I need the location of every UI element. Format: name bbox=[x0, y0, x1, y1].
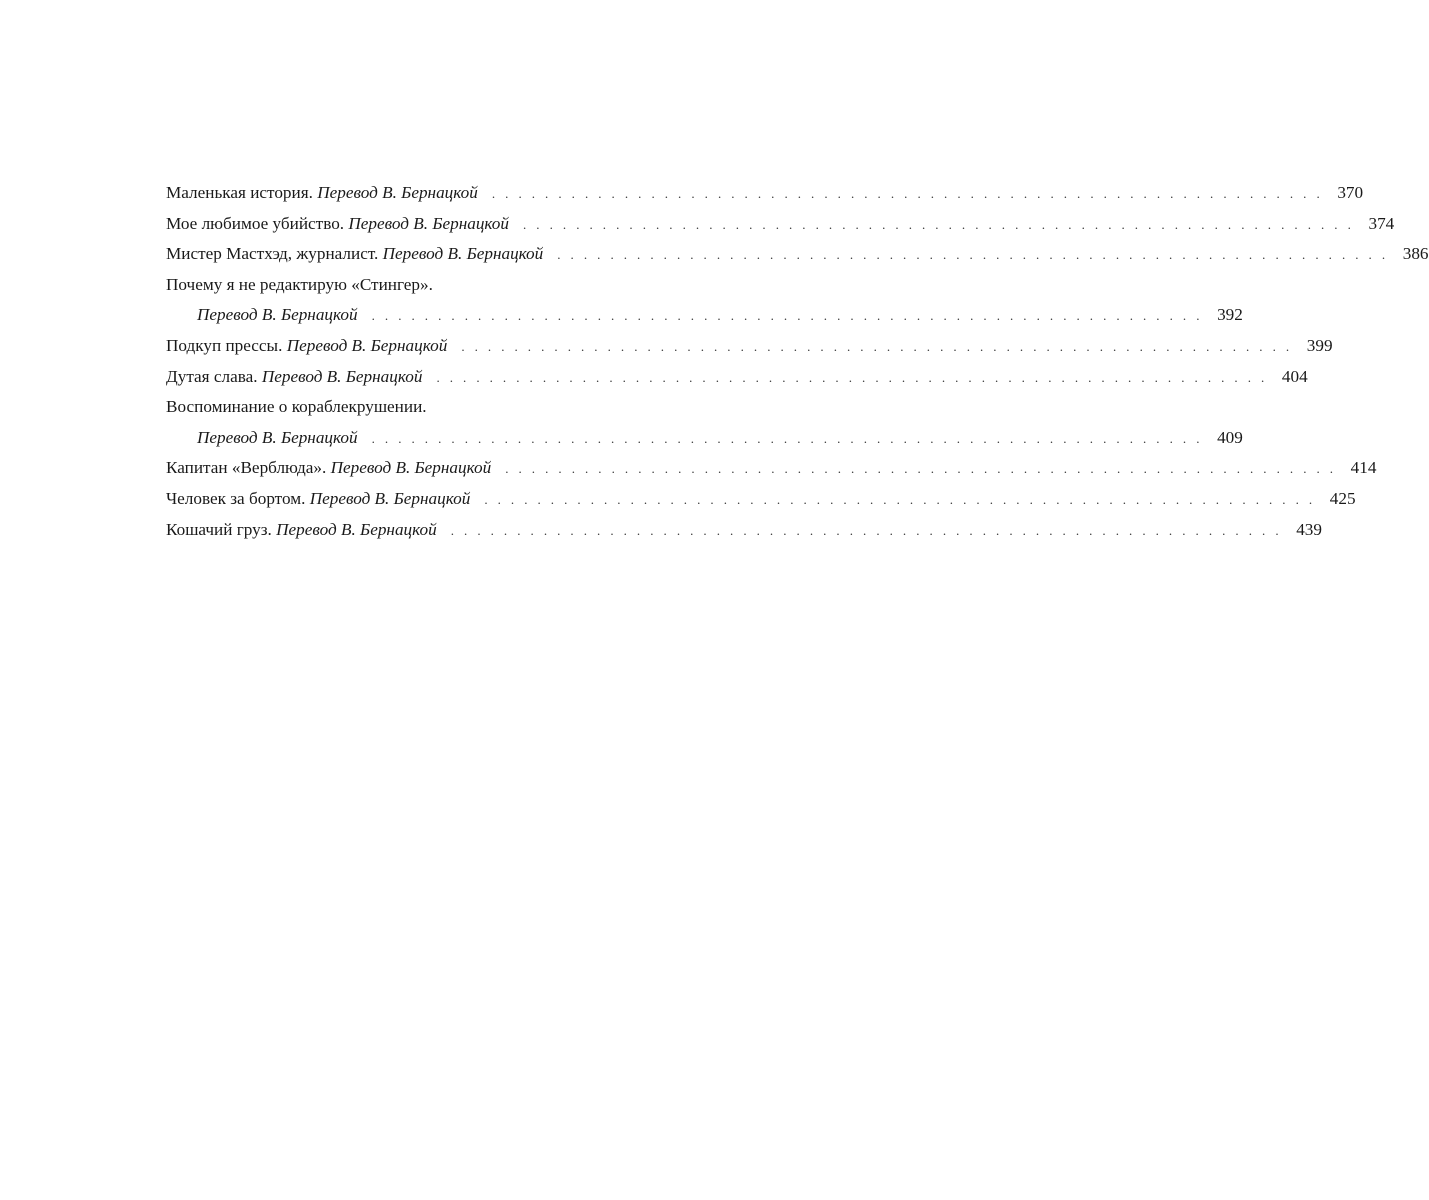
dot-leader: . . . . . . . . . . . . . . . . . . . . . . . . . . . . . . . . . . . . . . . . . . . . . . . . . . . . . . . . . . . . . . . bbox=[436, 369, 1268, 385]
toc-entry-continuation bbox=[166, 300, 1243, 331]
dot-leader: . . . . . . . . . . . . . . . . . . . . . . . . . . . . . . . . . . . . . . . . . . . . . . . . . . . . . . . . . . . . . . . bbox=[371, 308, 1203, 324]
toc-entry-title: Кошачий груз. bbox=[166, 519, 272, 539]
toc-entry-title-line bbox=[166, 270, 692, 301]
dot-leader: . . . . . . . . . . . . . . . . . . . . . . . . . . . . . . . . . . . . . . . . . . . . . . . . . . . . . . . . . . . . . . . bbox=[450, 522, 1282, 538]
toc-entry-title: Капитан «Верблюда». bbox=[166, 458, 327, 478]
toc-entry-title: Человек за бортом. bbox=[166, 488, 306, 508]
dot-leader: . . . . . . . . . . . . . . . . . . . . . . . . . . . . . . . . . . . . . . . . . . . . . . . . . . . . . . . . . . . . . . . bbox=[523, 216, 1355, 232]
toc-entry-translator: Перевод В. Бернацкой bbox=[261, 366, 423, 386]
toc-entry bbox=[166, 515, 1322, 546]
toc-entry-translator: Перевод В. Бернацкой bbox=[382, 244, 544, 264]
toc-entry bbox=[166, 484, 1356, 515]
toc-entry bbox=[166, 239, 1429, 270]
toc-entry-translator: Перевод В. Бернацкой bbox=[317, 183, 478, 202]
toc-entry-title: Дутая слава. bbox=[166, 366, 258, 386]
toc-entry-title: Воспоминание о кораблекрушении. bbox=[166, 397, 427, 417]
toc-entry-page: 386 bbox=[1402, 244, 1429, 264]
toc-entry-page: 374 bbox=[1368, 213, 1395, 233]
toc-entry-page: 409 bbox=[1217, 427, 1243, 447]
toc-entry-translator: Перевод В. Бернацкой bbox=[309, 488, 471, 508]
dot-leader: . . . . . . . . . . . . . . . . . . . . . . . . . . . . . . . . . . . . . . . . . . . . . . . . . . . . . . . . . . . . . . . bbox=[557, 247, 1389, 263]
toc-entry-title-line bbox=[166, 392, 692, 423]
toc-entry-page: 439 bbox=[1296, 519, 1322, 539]
toc-entry-translator: Перевод В. Бернацкой bbox=[197, 305, 358, 325]
toc-entry bbox=[166, 209, 1395, 240]
toc-entry-translator: Перевод В. Бернацкой bbox=[276, 519, 437, 539]
dot-leader: . . . . . . . . . . . . . . . . . . . . . . . . . . . . . . . . . . . . . . . . . . . . . . . . . . . . . . . . . . . . . . . bbox=[491, 186, 1324, 201]
toc-entry-page: 414 bbox=[1350, 458, 1377, 478]
toc-entry bbox=[166, 178, 1364, 209]
toc-entry-translator: Перевод В. Бернацкой bbox=[197, 427, 358, 447]
toc-entry bbox=[166, 453, 1377, 484]
toc-entry-page: 392 bbox=[1217, 305, 1243, 325]
dot-leader: . . . . . . . . . . . . . . . . . . . . . . . . . . . . . . . . . . . . . . . . . . . . . . . . . . . . . . . . . . . . . . . bbox=[461, 338, 1293, 354]
toc-entry bbox=[166, 362, 1308, 393]
dot-leader: . . . . . . . . . . . . . . . . . . . . . . . . . . . . . . . . . . . . . . . . . . . . . . . . . . . . . . . . . . . . . . . bbox=[371, 430, 1203, 446]
toc-entry-title: Мое любимое убийство. bbox=[166, 213, 345, 233]
toc-entry bbox=[166, 331, 1333, 362]
toc-entry-translator: Перевод В. Бернацкой bbox=[286, 335, 448, 355]
toc-entry-page: 404 bbox=[1281, 366, 1308, 386]
toc-entry-translator: Перевод В. Бернацкой bbox=[348, 213, 509, 233]
toc-entry-continuation bbox=[166, 423, 1243, 454]
toc-entry-translator: Перевод В. Бернацкой bbox=[330, 458, 492, 478]
dot-leader: . . . . . . . . . . . . . . . . . . . . . . . . . . . . . . . . . . . . . . . . . . . . . . . . . . . . . . . . . . . . . . . bbox=[484, 491, 1316, 507]
dot-leader: . . . . . . . . . . . . . . . . . . . . . . . . . . . . . . . . . . . . . . . . . . . . . . . . . . . . . . . . . . . . . . . bbox=[505, 461, 1337, 477]
toc-entry-page: 370 bbox=[1337, 183, 1364, 202]
toc-entry-title: Подкуп прессы. bbox=[166, 335, 283, 355]
toc-entry-page: 425 bbox=[1329, 488, 1356, 508]
table-of-contents bbox=[166, 178, 1429, 545]
toc-entry-page: 399 bbox=[1306, 335, 1333, 355]
toc-entry-title: Почему я не редактирую «Стингер». bbox=[166, 274, 433, 294]
toc-entry-title: Мистер Мастхэд, журналист. bbox=[166, 244, 379, 264]
toc-entry-title: Маленькая история. bbox=[166, 183, 313, 202]
